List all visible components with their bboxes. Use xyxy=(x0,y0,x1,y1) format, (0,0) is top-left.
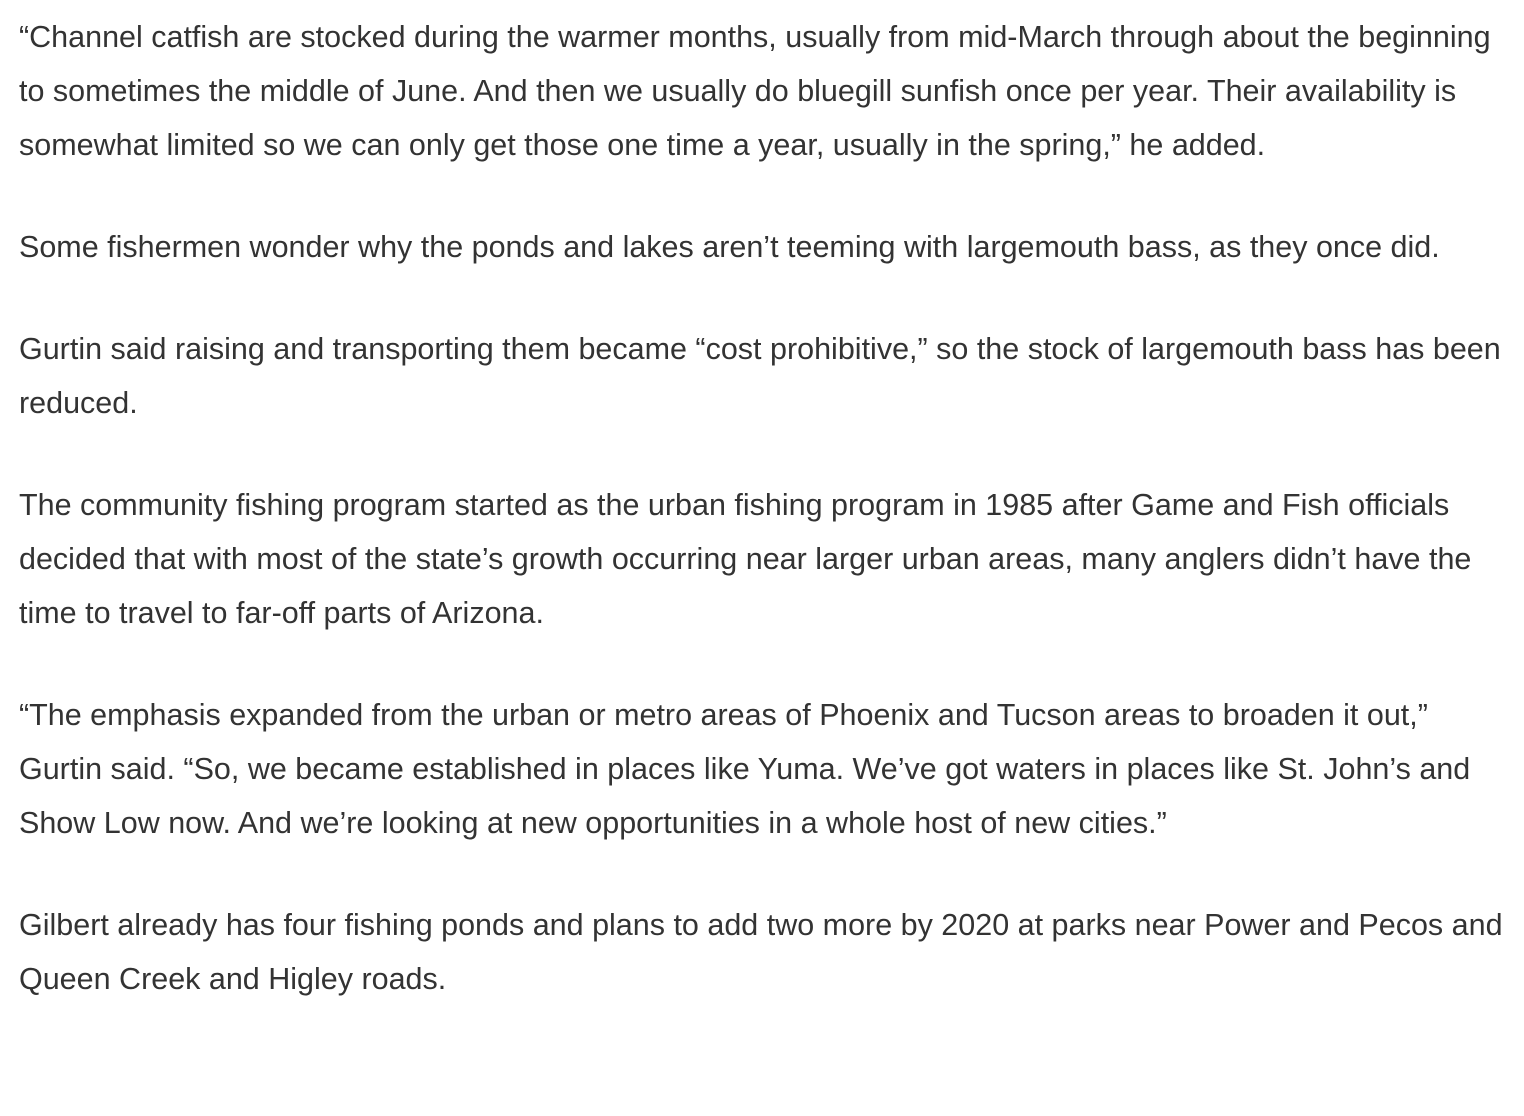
paragraph-expansion-quote: “The emphasis expanded from the urban or metro areas of Phoenix and Tucson areas to broaden it out,” Gurtin said. “So, we became established in places like Yuma. We’ve got waters in places like St. John’s and Show Low now. And we’re looking at new opportunities in a whole host of new cities.” xyxy=(19,698,1471,840)
article-body xyxy=(19,10,1509,1006)
paragraph-cost-prohibitive: Gurtin said raising and transporting them became “cost prohibitive,” so the stock of largemouth bass has been reduced. xyxy=(19,332,1501,420)
paragraph-stocking-schedule: “Channel catfish are stocked during the warmer months, usually from mid-March through about the beginning to sometimes the middle of June. And then we usually do bluegill sunfish once per year. Their availability is somewhat limited so we can only get those one time a year, usually in the spring,” he added. xyxy=(19,20,1491,162)
paragraph-gilbert-ponds: Gilbert already has four fishing ponds and plans to add two more by 2020 at parks near Power and Pecos and Queen Creek and Higley roads. xyxy=(19,908,1503,996)
paragraph-largemouth-bass-question: Some fishermen wonder why the ponds and lakes aren’t teeming with largemouth bass, as they once did. xyxy=(19,230,1440,264)
paragraph-program-history: The community fishing program started as the urban fishing program in 1985 after Game and Fish officials decided that with most of the state’s growth occurring near larger urban areas, many anglers didn’t have the time to travel to far-off parts of Arizona. xyxy=(19,488,1472,630)
